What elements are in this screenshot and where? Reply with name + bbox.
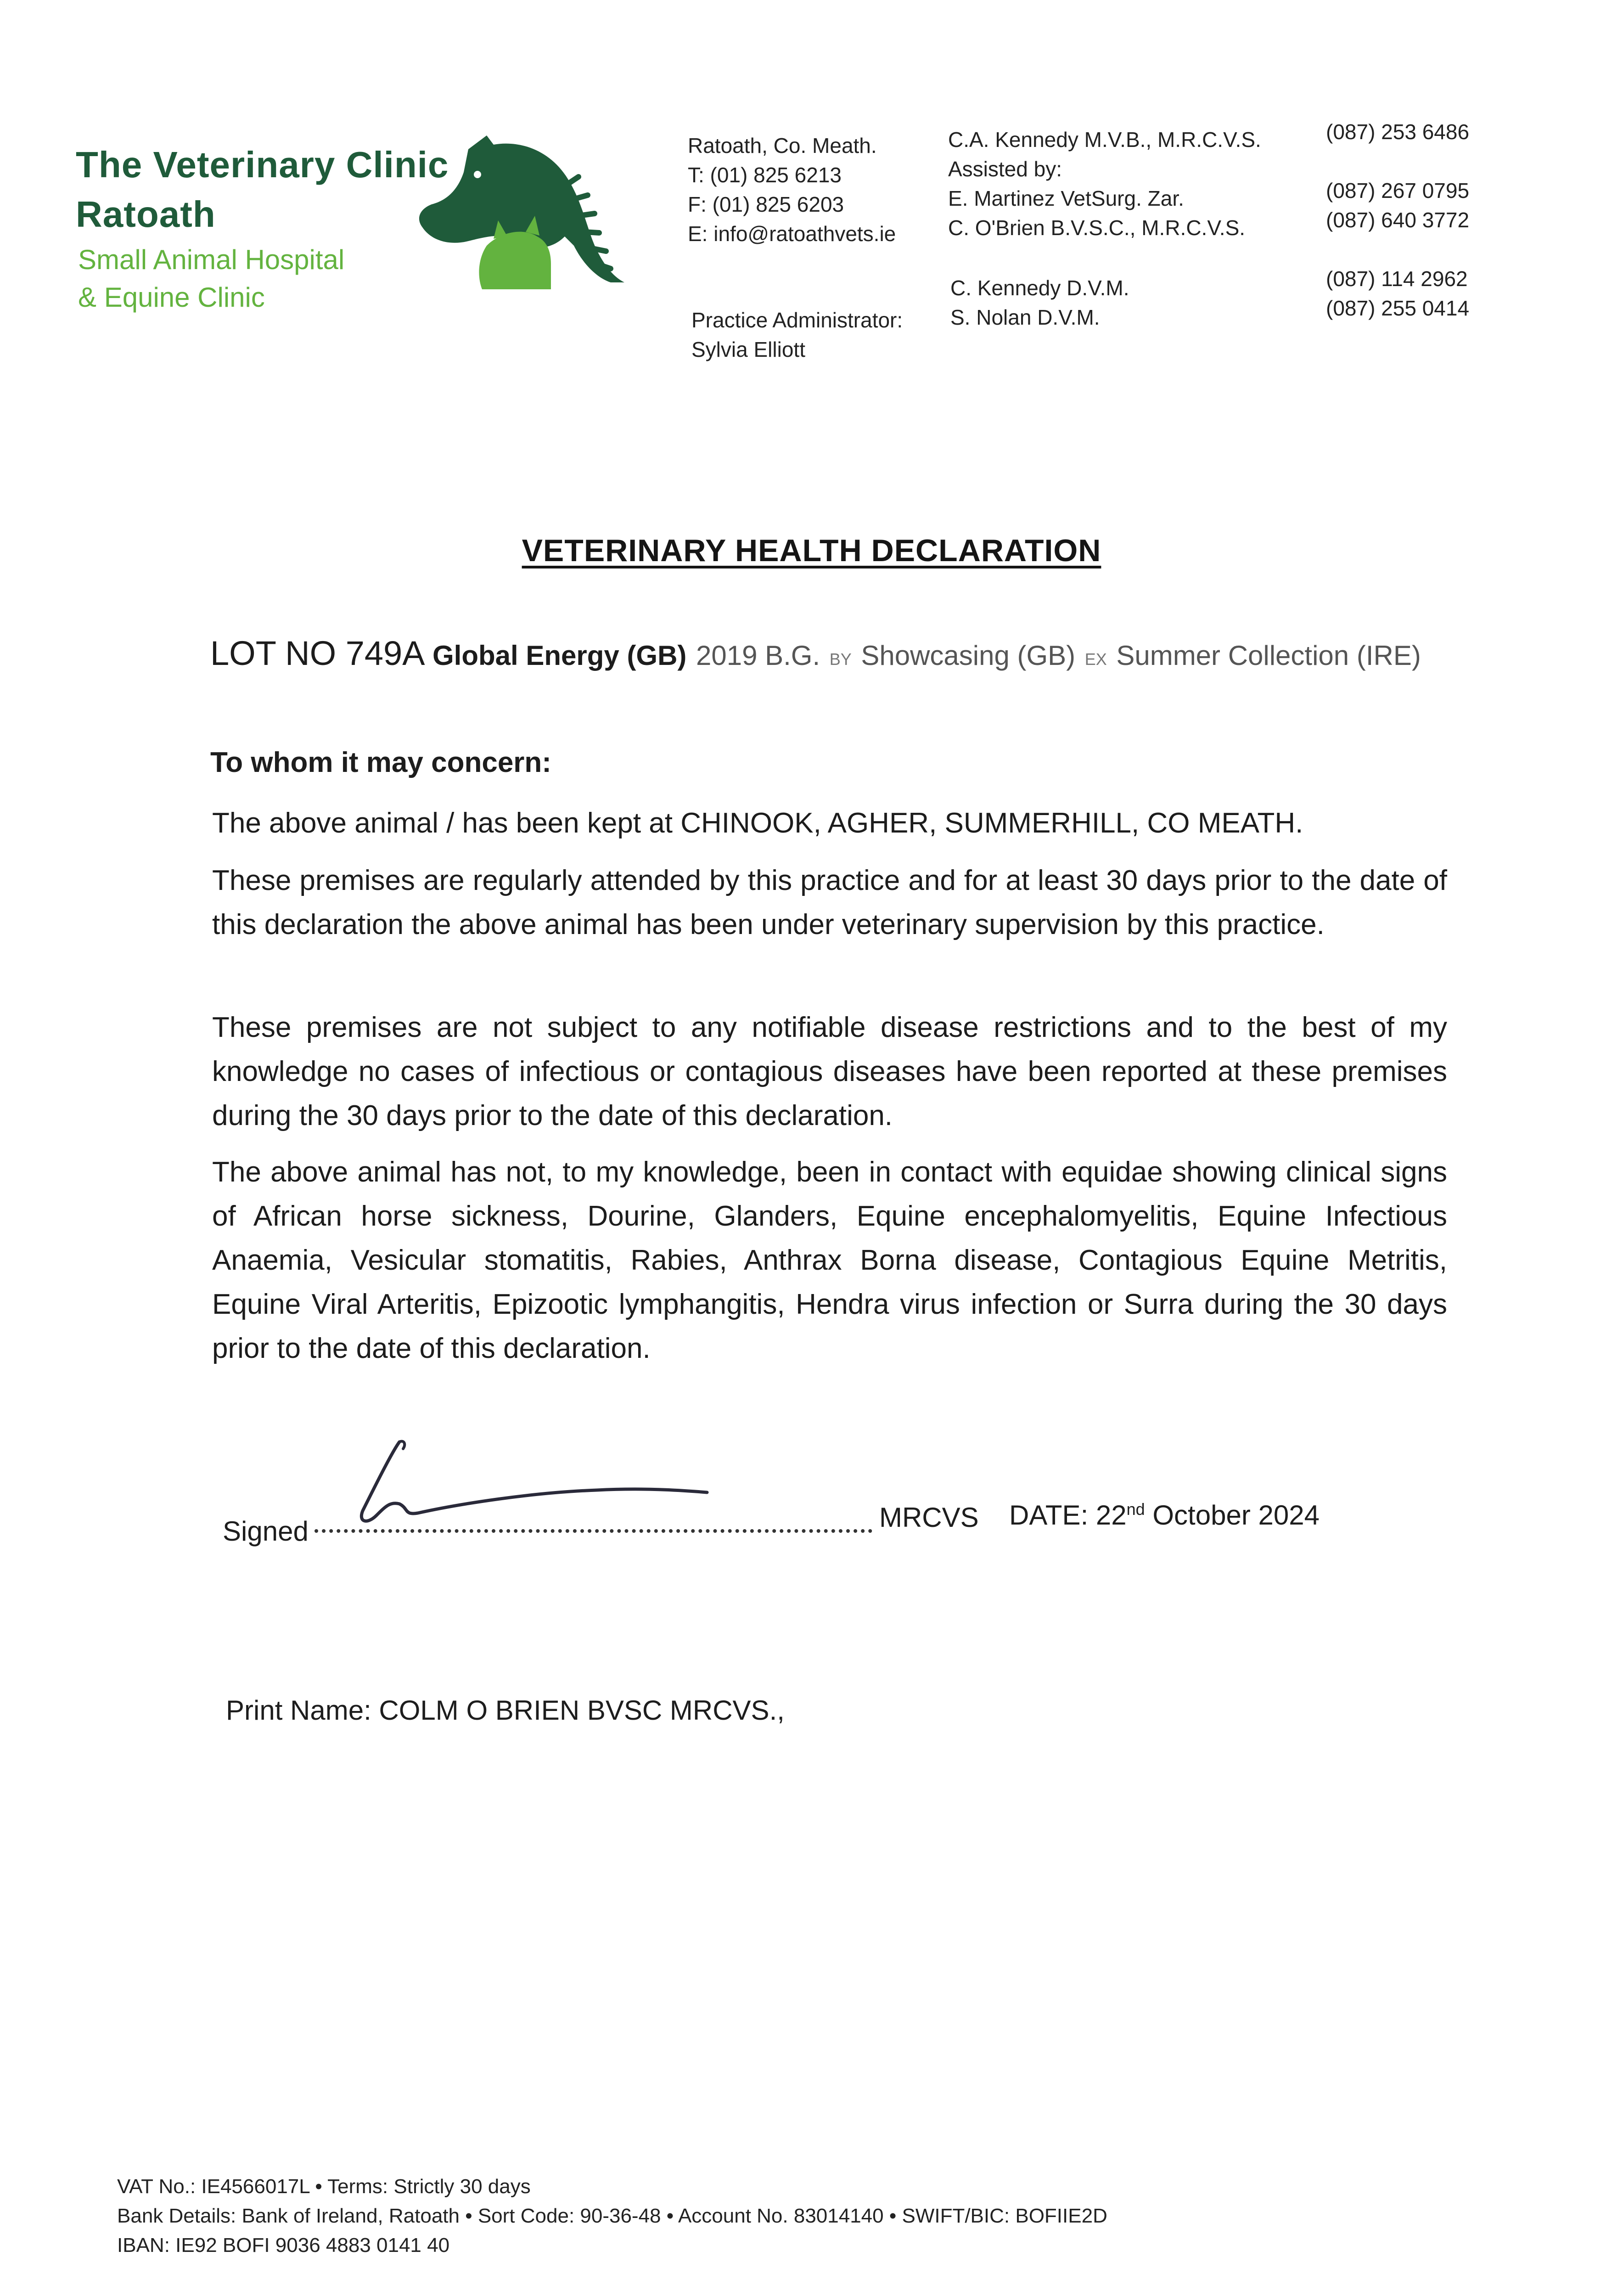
clinic-name (76, 140, 449, 239)
clinic-subtitle-line2: & Equine Clinic (78, 282, 265, 313)
practice-administrator (691, 305, 903, 364)
print-name: Print Name: COLM O BRIEN BVSC MRCVS., (226, 1695, 785, 1726)
paragraph-restrictions: These premises are not subject to any notifiable disease restrictions and to the best of my knowledge no cases of infectious or contagious diseases have been reported at these premises during the 30 days prior to the date of this declaration. (212, 1012, 1447, 1131)
horse-name: Global Energy (GB) (432, 640, 687, 671)
clinic-subtitle (78, 241, 344, 316)
clinic-name-line1: The Veterinary Clinic (76, 144, 449, 185)
clinic-telephone: T: (01) 825 6213 (688, 163, 842, 187)
veterinarian-list-2 (950, 273, 1129, 332)
footer-bank-line: Bank Details: Bank of Ireland, Ratoath • Sort Code: 90-36-48 • Account No. 83014140 • SWIFT/BIC: BOFIIE2D (117, 2205, 1107, 2227)
signed-label: Signed (223, 1516, 309, 1547)
vet-name: C. O'Brien B.V.S.C., M.R.C.V.S. (948, 216, 1246, 240)
vet-name: C. Kennedy D.V.M. (950, 276, 1129, 300)
lot-line (210, 634, 1421, 673)
footer-iban-line: IBAN: IE92 BOFI 9036 4883 0141 40 (117, 2234, 450, 2257)
lot-number: LOT NO 749A (210, 634, 423, 672)
phone-number: (087) 640 3772 (1326, 208, 1470, 232)
clinic-subtitle-line1: Small Animal Hospital (78, 244, 345, 275)
phone-number: (087) 267 0795 (1326, 179, 1470, 203)
assisted-by-label: Assisted by: (948, 157, 1062, 181)
phone-list (1326, 117, 1469, 323)
date-rest: October 2024 (1145, 1500, 1320, 1531)
signer-qualification: MRCVS (879, 1502, 979, 1533)
admin-label: Practice Administrator: (691, 308, 903, 332)
horse-head-logo-icon (413, 131, 647, 305)
admin-name: Sylvia Elliott (691, 338, 805, 361)
ex-label: EX (1084, 650, 1107, 669)
handwritten-signature (340, 1424, 799, 1561)
footer (117, 2172, 1107, 2260)
paragraph-disease-contact: The above animal has not, to my knowledge, been in contact with equidae showing clinical signs of African horse sickness, Dourine, Glanders, Equine encephalomyelitis, Equine Infectious Anaemia, Vesicular stomatitis, Rabies, Anthrax Borna disease, Contagious Equine Metritis, Equine Viral Arteritis, Epizootic lymphangitis, Hendra virus infection or Surra during the 30 days prior to the date of this declaration. (212, 1156, 1447, 1364)
vet-name: E. Martinez VetSurg. Zar. (948, 186, 1184, 210)
paragraph-premises: The above animal / has been kept at CHINOOK, AGHER, SUMMERHILL, CO MEATH. (212, 807, 1303, 839)
clinic-name-line2: Ratoath (76, 194, 216, 235)
greeting: To whom it may concern: (210, 747, 551, 778)
dam-name: Summer Collection (IRE) (1116, 640, 1421, 671)
declaration-date (1009, 1499, 1320, 1531)
phone-number: (087) 255 0414 (1326, 296, 1470, 320)
date-label: DATE: 22 (1009, 1500, 1127, 1531)
paragraph-supervision: These premises are regularly attended by this practice and for at least 30 days prior to the date of this declaration the above animal has been under veterinary supervision by this practice. (212, 865, 1447, 940)
clinic-fax: F: (01) 825 6203 (688, 192, 844, 216)
clinic-address-block (688, 131, 896, 248)
vet-name: C.A. Kennedy M.V.B., M.R.C.V.S. (948, 128, 1261, 152)
vet-name: S. Nolan D.V.M. (950, 305, 1100, 329)
by-label: BY (829, 650, 852, 669)
sire-name: Showcasing (GB) (861, 640, 1076, 671)
date-suffix: nd (1126, 1500, 1145, 1519)
phone-number: (087) 114 2962 (1326, 267, 1468, 291)
clinic-address: Ratoath, Co. Meath. (688, 134, 877, 158)
veterinarian-list (948, 125, 1261, 242)
page-title: VETERINARY HEALTH DECLARATION (522, 533, 1101, 568)
phone-number: (087) 253 6486 (1326, 120, 1470, 144)
footer-vat-line: VAT No.: IE4566017L • Terms: Strictly 30 days (117, 2175, 531, 2198)
clinic-email: E: info@ratoathvets.ie (688, 222, 896, 246)
horse-year-sex: 2019 B.G. (696, 640, 820, 671)
